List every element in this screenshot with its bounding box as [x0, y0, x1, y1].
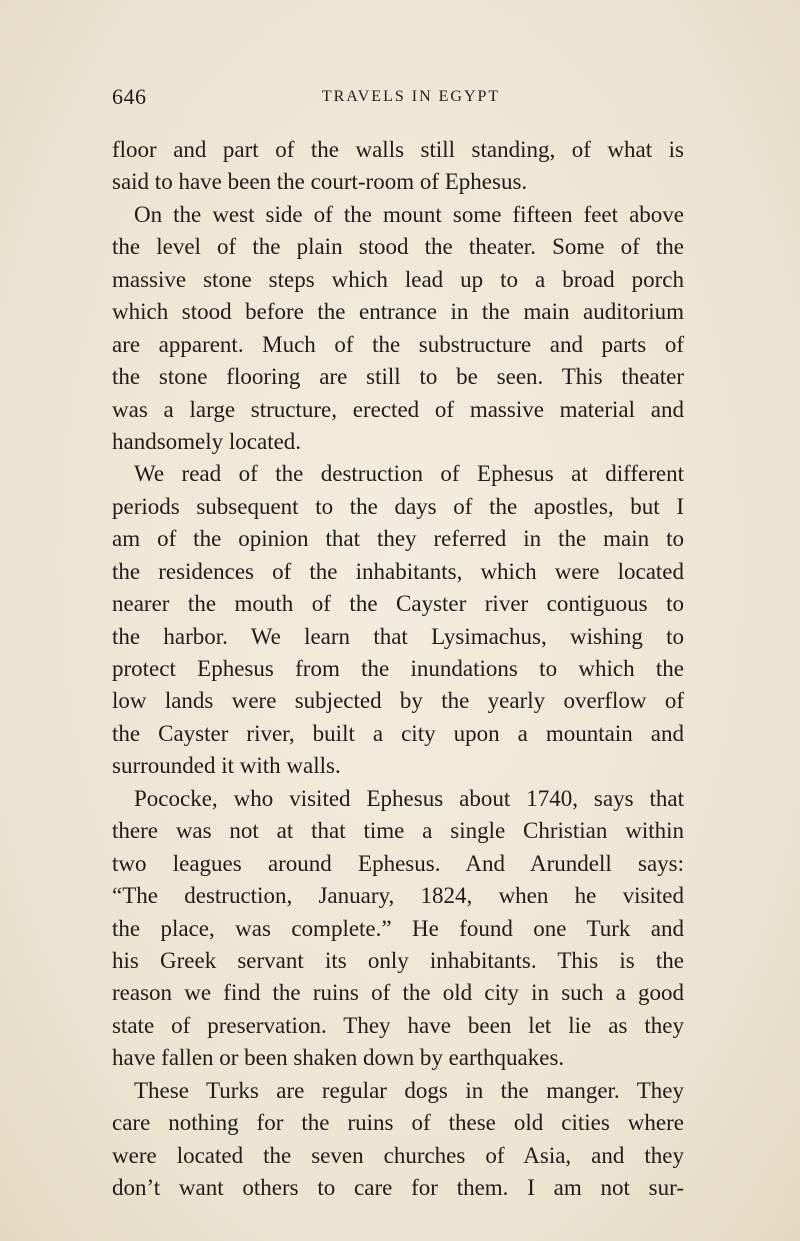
text-line: the place, was complete.” He found one Turk and	[112, 915, 684, 941]
page-header	[112, 84, 680, 114]
text-line: were located the seven churches of Asia, and they	[112, 1142, 684, 1168]
text-line: Pococke, who visited Ephesus about 1740, says that	[134, 785, 684, 811]
text-line: low lands were subjected by the yearly overflow of	[112, 688, 684, 714]
text-line: there was not at that time a single Christian within	[112, 818, 684, 844]
text-line: which stood before the entrance in the main auditorium	[112, 299, 684, 325]
text-line: said to have been the court-room of Ephesus.	[112, 169, 528, 195]
running-head: TRAVELS IN EGYPT	[321, 88, 501, 105]
text-line: state of preservation. They have been let lie as they	[112, 1012, 684, 1038]
text-line: am of the opinion that they referred in the main to	[112, 526, 684, 552]
text-line: “The destruction, January, 1824, when he visited	[112, 883, 684, 909]
text-line: massive stone steps which lead up to a broad porch	[112, 266, 684, 292]
text-line: have fallen or been shaken down by earthquakes.	[112, 1045, 565, 1071]
text-line: the level of the plain stood the theater. Some of the	[112, 234, 684, 260]
text-line: two leagues around Ephesus. And Arundell says:	[112, 850, 684, 876]
text-line: On the west side of the mount some fifteen feet above	[134, 201, 684, 227]
text-line: handsomely located.	[112, 428, 302, 454]
body-text	[112, 134, 684, 1204]
text-line: protect Ephesus from the inundations to which the	[112, 656, 684, 681]
text-line: his Greek servant its only inhabitants. This is the	[112, 947, 684, 973]
text-line: care nothing for the ruins of these old cities where	[112, 1110, 684, 1136]
text-line: the Cayster river, built a city upon a mountain and	[112, 720, 684, 746]
text-line: We read of the destruction of Ephesus at different	[134, 461, 684, 487]
text-line: These Turks are regular dogs in the manger. They	[134, 1077, 684, 1103]
text-line: periods subsequent to the days of the apostles, but I	[112, 493, 684, 519]
text-line: the residences of the inhabitants, which were located	[112, 558, 684, 584]
text-line: reason we find the ruins of the old city in such a good	[112, 980, 684, 1006]
page-number: 646	[112, 84, 147, 109]
text-line: the stone flooring are still to be seen. This theater	[112, 364, 684, 390]
text-line: are apparent. Much of the substructure and parts of	[112, 331, 684, 357]
text-line: was a large structure, erected of massive material and	[112, 396, 684, 422]
text-line: nearer the mouth of the Cayster river contiguous to	[112, 591, 684, 617]
text-line: floor and part of the walls still standing, of what is	[112, 137, 684, 162]
text-line: the harbor. We learn that Lysimachus, wishing to	[112, 623, 684, 649]
text-line: don’t want others to care for them. I am not sur-	[112, 1175, 684, 1200]
text-line: surrounded it with walls.	[112, 753, 341, 779]
